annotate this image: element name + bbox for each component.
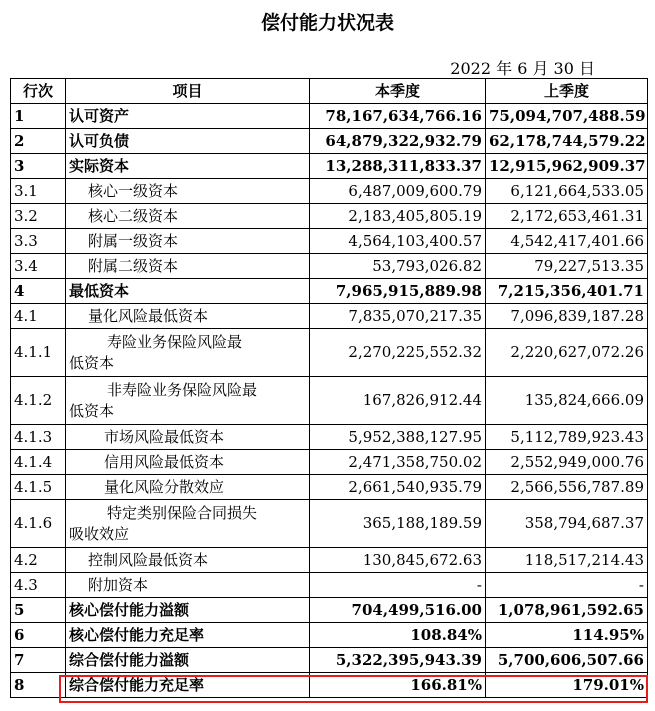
table-row [11,450,648,475]
row-item: 量化风险分散效应 [66,475,310,500]
row-previous: 5,112,789,923.43 [486,425,648,450]
row-item [66,500,310,548]
header-item: 项目 [66,79,310,104]
row-item: 市场风险最低资本 [66,425,310,450]
row-previous: 2,566,556,787.89 [486,475,648,500]
row-previous: 2,552,949,000.76 [486,450,648,475]
row-item-line2: 吸收效应 [69,524,130,543]
row-item-line2: 低资本 [69,353,115,372]
row-item: 认可负债 [66,129,310,154]
row-previous: 6,121,664,533.05 [486,179,648,204]
table-row [11,648,648,673]
table-row [11,229,648,254]
row-current: 6,487,009,600.79 [310,179,486,204]
row-index: 5 [11,598,66,623]
table-row [11,204,648,229]
row-item: 附属二级资本 [66,254,310,279]
row-index: 4.1 [11,304,66,329]
row-index: 4.1.5 [11,475,66,500]
table-row [11,475,648,500]
row-previous: 118,517,214.43 [486,548,648,573]
row-item-line1: 寿险业务保险风险最 [107,332,243,351]
table-row [11,129,648,154]
row-current: 7,965,915,889.98 [310,279,486,304]
row-item-line2: 低资本 [69,401,115,420]
row-index: 1 [11,104,66,129]
row-index: 7 [11,648,66,673]
table-row [11,548,648,573]
table-row [11,377,648,425]
row-item: 核心一级资本 [66,179,310,204]
row-item: 实际资本 [66,154,310,179]
row-index: 3.4 [11,254,66,279]
row-current: 2,471,358,750.02 [310,450,486,475]
row-current: 78,167,634,766.16 [310,104,486,129]
row-previous: 5,700,606,507.66 [486,648,648,673]
table-header-row [11,79,648,104]
row-index: 8 [11,673,66,698]
table-row [11,179,648,204]
row-index: 3.1 [11,179,66,204]
row-current: 365,188,189.59 [310,500,486,548]
row-item: 综合偿付能力溢额 [66,648,310,673]
header-current: 本季度 [310,79,486,104]
row-previous: 1,078,961,592.65 [486,598,648,623]
row-index: 4.1.6 [11,500,66,548]
table-row [11,329,648,377]
row-item: 认可资产 [66,104,310,129]
row-current: 13,288,311,833.37 [310,154,486,179]
report-date: 2022 年 6 月 30 日 [450,59,595,78]
table-row [11,500,648,548]
row-previous: 75,094,707,488.59 [486,104,648,129]
table-row [11,598,648,623]
row-item [66,329,310,377]
row-current: 2,270,225,552.32 [310,329,486,377]
row-previous: - [486,573,648,598]
row-item: 附属一级资本 [66,229,310,254]
table-row [11,573,648,598]
row-previous: 135,824,666.09 [486,377,648,425]
table-row [11,154,648,179]
row-item-line1: 非寿险业务保险风险最 [107,380,258,399]
row-index: 4 [11,279,66,304]
row-previous: 79,227,513.35 [486,254,648,279]
table-row [11,254,648,279]
table-row [11,304,648,329]
row-item: 附加资本 [66,573,310,598]
row-current: 5,952,388,127.95 [310,425,486,450]
row-item: 核心偿付能力充足率 [66,623,310,648]
row-item-line1: 特定类别保险合同损失 [107,503,258,522]
row-index: 2 [11,129,66,154]
row-index: 6 [11,623,66,648]
row-current: 2,183,405,805.19 [310,204,486,229]
row-previous: 62,178,744,579.22 [486,129,648,154]
row-index: 4.1.4 [11,450,66,475]
row-previous: 2,172,653,461.31 [486,204,648,229]
table-row [11,104,648,129]
row-previous: 7,096,839,187.28 [486,304,648,329]
row-item: 控制风险最低资本 [66,548,310,573]
row-previous: 7,215,356,401.71 [486,279,648,304]
row-index: 4.3 [11,573,66,598]
row-item: 综合偿付能力充足率 [66,673,310,698]
row-current: 166.81% [310,673,486,698]
row-previous: 179.01% [486,673,648,698]
row-index: 4.1.3 [11,425,66,450]
table-row [11,425,648,450]
row-previous: 114.95% [486,623,648,648]
row-current: 4,564,103,400.57 [310,229,486,254]
solvency-table [10,78,648,698]
table-row [11,623,648,648]
row-current: 2,661,540,935.79 [310,475,486,500]
row-current: 64,879,322,932.79 [310,129,486,154]
row-current: 53,793,026.82 [310,254,486,279]
row-index: 4.2 [11,548,66,573]
row-index: 3.2 [11,204,66,229]
row-previous: 4,542,417,401.66 [486,229,648,254]
header-index: 行次 [11,79,66,104]
row-item [66,377,310,425]
row-index: 3 [11,154,66,179]
header-previous: 上季度 [486,79,648,104]
row-previous: 358,794,687.37 [486,500,648,548]
row-item: 核心二级资本 [66,204,310,229]
row-current: 7,835,070,217.35 [310,304,486,329]
row-index: 4.1.1 [11,329,66,377]
row-current: - [310,573,486,598]
row-previous: 12,915,962,909.37 [486,154,648,179]
row-current: 5,322,395,943.39 [310,648,486,673]
row-item: 量化风险最低资本 [66,304,310,329]
row-previous: 2,220,627,072.26 [486,329,648,377]
row-current: 704,499,516.00 [310,598,486,623]
row-item: 信用风险最低资本 [66,450,310,475]
row-item: 核心偿付能力溢额 [66,598,310,623]
table-row [11,279,648,304]
row-item: 最低资本 [66,279,310,304]
page-title: 偿付能力状况表 [260,12,394,34]
highlight-box [59,675,648,703]
row-current: 108.84% [310,623,486,648]
row-current: 167,826,912.44 [310,377,486,425]
row-index: 3.3 [11,229,66,254]
row-current: 130,845,672.63 [310,548,486,573]
row-index: 4.1.2 [11,377,66,425]
